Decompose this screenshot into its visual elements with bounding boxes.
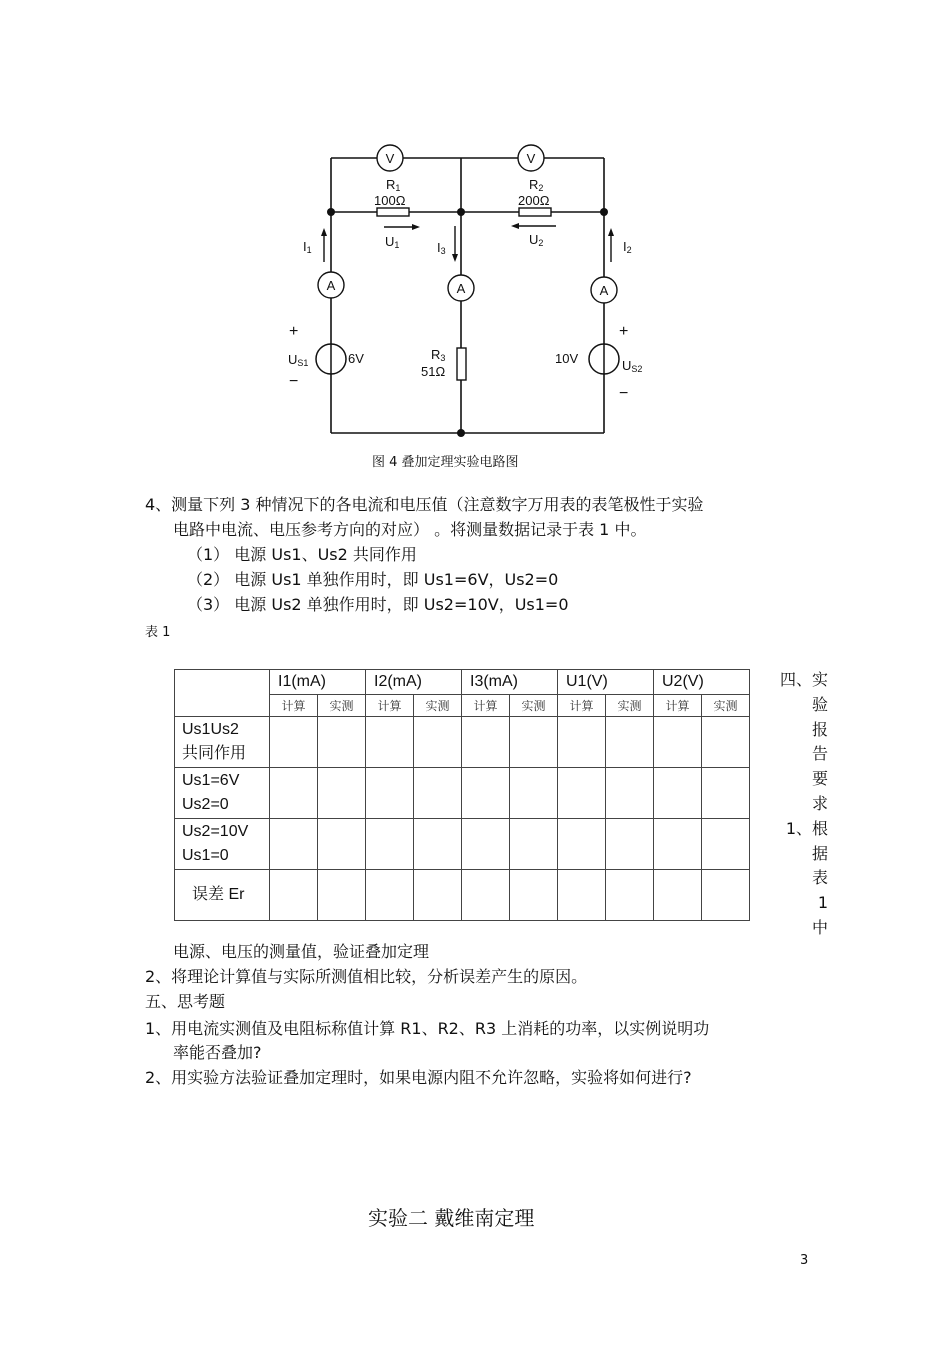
table-row bbox=[175, 819, 750, 870]
table-row bbox=[175, 870, 750, 921]
table-cell[interactable] bbox=[414, 717, 462, 768]
node-right bbox=[600, 208, 608, 216]
thinking-q1-line1: 1、用电流实测值及电阻标称值计算 R1、R2、R3 上消耗的功率，以实例说明功 bbox=[145, 1019, 710, 1038]
source-us2 bbox=[589, 344, 619, 374]
table-cell[interactable] bbox=[558, 768, 606, 819]
table-cell[interactable] bbox=[462, 819, 510, 870]
ammeter-1-label: A bbox=[326, 278, 336, 293]
table-cell[interactable] bbox=[558, 819, 606, 870]
table-corner bbox=[175, 670, 270, 717]
source-us1 bbox=[316, 344, 346, 374]
thinking-q2: 2、用实验方法验证叠加定理时，如果电源内阻不允许忽略，实验将如何进行? bbox=[145, 1068, 692, 1087]
r1-value: 100Ω bbox=[374, 193, 406, 208]
sub-header-meas: 实测 bbox=[414, 695, 462, 717]
vertical-report-heading: 四、 实 验 报 告 要 求 1、根 据 表 1 中 bbox=[780, 670, 829, 937]
table-cell[interactable] bbox=[414, 768, 462, 819]
step4-item-3: （3） 电源 Us2 单独作用时，即 Us2=10V，Us1=0 bbox=[187, 595, 569, 614]
table-cell[interactable] bbox=[558, 717, 606, 768]
us2-plus: + bbox=[619, 323, 629, 340]
node-bottom bbox=[457, 429, 465, 437]
us2-value: 10V bbox=[555, 351, 579, 366]
step4-item-2: （2） 电源 Us1 单独作用时，即 Us1=6V，Us2=0 bbox=[187, 570, 559, 589]
sub-header-meas: 实测 bbox=[318, 695, 366, 717]
table-cell[interactable] bbox=[654, 819, 702, 870]
report-line1: 电源、电压的测量值，验证叠加定理 bbox=[173, 942, 430, 961]
us1-label: US1 bbox=[288, 352, 309, 368]
table-cell[interactable] bbox=[318, 819, 366, 870]
resistor-r2 bbox=[519, 208, 551, 216]
table-cell[interactable] bbox=[702, 768, 750, 819]
table-cell[interactable] bbox=[558, 870, 606, 921]
sub-header-calc: 计算 bbox=[558, 695, 606, 717]
sub-header-meas: 实测 bbox=[510, 695, 558, 717]
table-cell[interactable] bbox=[318, 768, 366, 819]
row-label: 误差 Er bbox=[175, 870, 270, 921]
table-cell[interactable] bbox=[270, 717, 318, 768]
col-header-u1: U1(V) bbox=[558, 670, 654, 695]
step4-item-1: （1） 电源 Us1、Us2 共同作用 bbox=[187, 545, 417, 564]
sub-header-calc: 计算 bbox=[366, 695, 414, 717]
i2-label: I2 bbox=[623, 239, 632, 255]
table-cell[interactable] bbox=[654, 717, 702, 768]
thinking-title: 五、思考题 bbox=[145, 992, 226, 1011]
node-left bbox=[327, 208, 335, 216]
row-label: Us2=10V Us1=0 bbox=[175, 819, 270, 870]
col-header-i3: I3(mA) bbox=[462, 670, 558, 695]
sub-header-calc: 计算 bbox=[654, 695, 702, 717]
figure-caption: 图 4 叠加定理实验电路图 bbox=[372, 455, 519, 470]
table-cell[interactable] bbox=[366, 819, 414, 870]
resistor-r3 bbox=[457, 348, 466, 380]
us2-label: US2 bbox=[622, 358, 643, 374]
table-label: 表 1 bbox=[145, 625, 171, 640]
table-cell[interactable] bbox=[462, 717, 510, 768]
row-label: Us1Us2 共同作用 bbox=[175, 717, 270, 768]
table-cell[interactable] bbox=[270, 819, 318, 870]
table-cell[interactable] bbox=[606, 717, 654, 768]
table-cell[interactable] bbox=[414, 819, 462, 870]
us1-minus: − bbox=[289, 373, 299, 390]
row-label: Us1=6V Us2=0 bbox=[175, 768, 270, 819]
r1-label: R1 bbox=[386, 177, 401, 193]
i1-label: I1 bbox=[303, 239, 312, 255]
table-cell[interactable] bbox=[366, 768, 414, 819]
table-cell[interactable] bbox=[318, 717, 366, 768]
table-row bbox=[175, 768, 750, 819]
r2-value: 200Ω bbox=[518, 193, 550, 208]
us1-plus: + bbox=[289, 323, 299, 340]
thinking-q1-line2: 率能否叠加? bbox=[173, 1043, 262, 1062]
r3-value: 51Ω bbox=[421, 364, 446, 379]
report-line2: 2、将理论计算值与实际所测值相比较，分析误差产生的原因。 bbox=[145, 967, 588, 986]
data-table bbox=[174, 669, 750, 921]
table-cell[interactable] bbox=[462, 870, 510, 921]
table-cell[interactable] bbox=[366, 717, 414, 768]
sub-header-calc: 计算 bbox=[462, 695, 510, 717]
table-cell[interactable] bbox=[702, 870, 750, 921]
table-cell[interactable] bbox=[702, 717, 750, 768]
table-row bbox=[175, 717, 750, 768]
u1-arrow bbox=[384, 224, 420, 230]
table-cell[interactable] bbox=[270, 768, 318, 819]
step4-line1: 4、测量下列 3 种情况下的各电流和电压值（注意数字万用表的表笔极性于实验 bbox=[145, 495, 704, 514]
sub-header-meas: 实测 bbox=[606, 695, 654, 717]
sub-header-meas: 实测 bbox=[702, 695, 750, 717]
table-cell[interactable] bbox=[606, 870, 654, 921]
table-cell[interactable] bbox=[702, 819, 750, 870]
table-cell[interactable] bbox=[510, 870, 558, 921]
col-header-i2: I2(mA) bbox=[366, 670, 462, 695]
step4-line2: 电路中电流、电压参考方向的对应） 。将测量数据记录于表 1 中。 bbox=[173, 520, 647, 539]
r3-label: R3 bbox=[431, 347, 446, 363]
r2-label: R2 bbox=[529, 177, 544, 193]
table-cell[interactable] bbox=[462, 768, 510, 819]
table-cell[interactable] bbox=[318, 870, 366, 921]
circuit-diagram bbox=[0, 0, 950, 470]
table-cell[interactable] bbox=[606, 819, 654, 870]
voltmeter-1-label: V bbox=[385, 151, 395, 166]
table-cell[interactable] bbox=[606, 768, 654, 819]
u2-label: U2 bbox=[529, 232, 544, 248]
table-cell[interactable] bbox=[510, 717, 558, 768]
ammeter-2-label: A bbox=[599, 283, 609, 298]
i1-arrow bbox=[321, 228, 327, 262]
sub-header-calc: 计算 bbox=[270, 695, 318, 717]
table-cell[interactable] bbox=[510, 819, 558, 870]
table-cell[interactable] bbox=[654, 870, 702, 921]
table-cell[interactable] bbox=[270, 870, 318, 921]
page-number: 3 bbox=[800, 1253, 809, 1268]
col-header-u2: U2(V) bbox=[654, 670, 750, 695]
node-middle bbox=[457, 208, 465, 216]
us2-minus: − bbox=[619, 385, 629, 402]
table-cell[interactable] bbox=[366, 870, 414, 921]
i3-arrow bbox=[452, 226, 458, 262]
voltmeter-2-label: V bbox=[526, 151, 536, 166]
table-cell[interactable] bbox=[414, 870, 462, 921]
resistor-r1 bbox=[377, 208, 409, 216]
next-section-heading: 实验二 戴维南定理 bbox=[368, 1206, 535, 1230]
i3-label: I3 bbox=[437, 240, 446, 256]
table-cell[interactable] bbox=[510, 768, 558, 819]
ammeter-3-label: A bbox=[456, 281, 466, 296]
u1-label: U1 bbox=[385, 234, 400, 250]
u2-arrow bbox=[511, 223, 556, 229]
col-header-i1: I1(mA) bbox=[270, 670, 366, 695]
i2-arrow bbox=[608, 228, 614, 262]
us1-value: 6V bbox=[348, 351, 364, 366]
table-cell[interactable] bbox=[654, 768, 702, 819]
